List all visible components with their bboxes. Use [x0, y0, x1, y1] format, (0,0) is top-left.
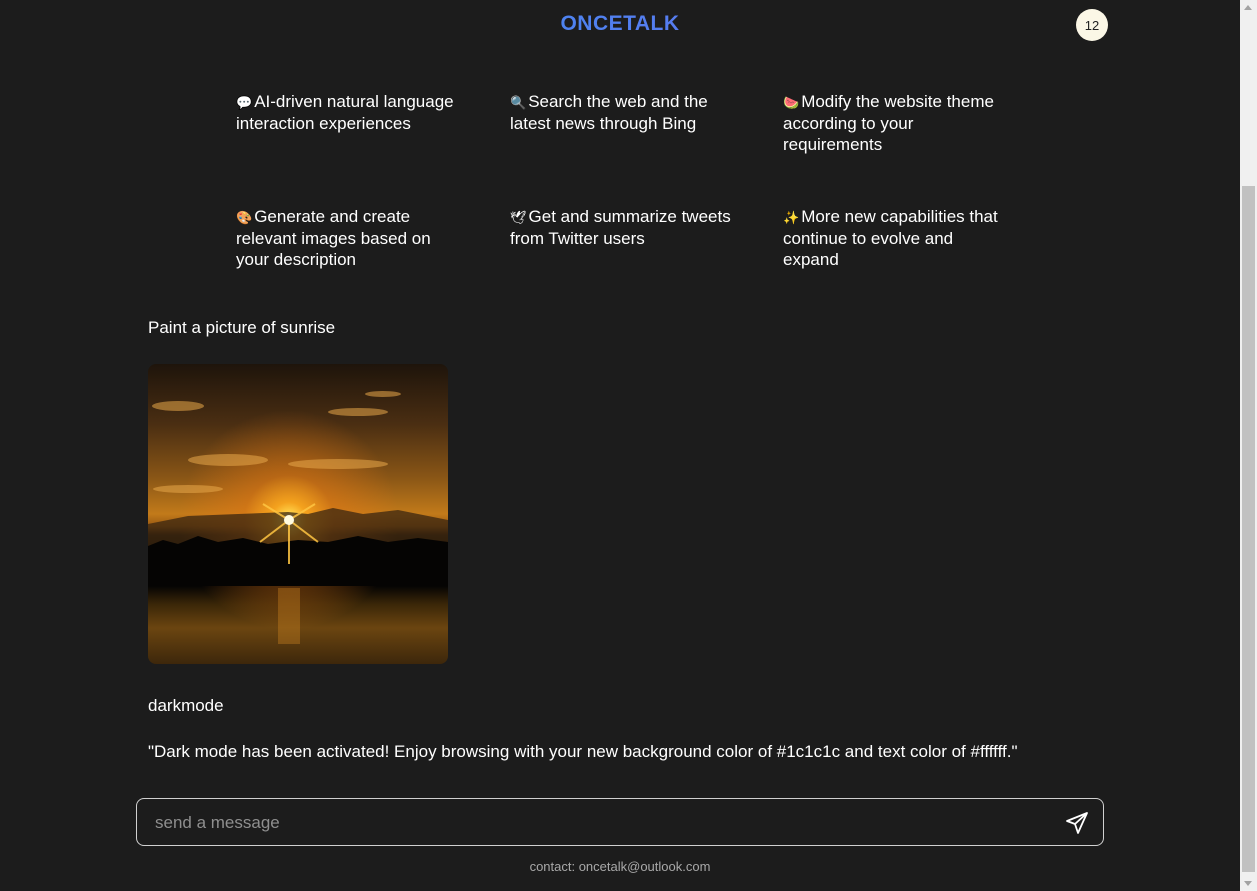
send-button[interactable]: [1063, 809, 1091, 837]
message-composer: [136, 798, 1104, 846]
feature-item-image-generation: [236, 206, 466, 270]
feature-text: AI-driven natural language interaction experiences: [236, 92, 454, 133]
sparkles-icon: ✨: [783, 210, 800, 225]
sunrise-illustration: [148, 364, 448, 664]
scroll-up-arrow-icon[interactable]: [1244, 5, 1252, 10]
feature-text: Get and summarize tweets from Twitter users: [510, 207, 731, 248]
generated-image[interactable]: [148, 364, 448, 664]
feature-text: Search the web and the latest news through Bing: [510, 92, 708, 133]
feature-item-ai-interaction: [236, 91, 466, 134]
speech-bubble-icon: 💬: [236, 95, 253, 110]
feature-item-theme: [783, 91, 1013, 155]
contact-footer: contact: oncetalk@outlook.com: [529, 859, 711, 874]
feature-text: Modify the website theme according to your requirements: [783, 92, 994, 154]
magnifier-icon: 🔍: [510, 95, 527, 110]
app-logo: ONCETALK: [0, 12, 1240, 36]
feature-text: Generate and create relevant images based on your description: [236, 207, 431, 269]
usage-count-badge[interactable]: 12: [1076, 9, 1108, 41]
assistant-message: "Dark mode has been activated! Enjoy browsing with your new background color of #1c1c1c and text color of #ffffff.": [148, 742, 1018, 761]
feature-item-twitter: [510, 206, 740, 249]
watermelon-icon: 🍉: [783, 95, 800, 110]
user-message: darkmode: [148, 696, 224, 715]
palette-icon: 🎨: [236, 210, 253, 225]
feature-text: More new capabilities that continue to evolve and expand: [783, 207, 998, 269]
user-message: Paint a picture of sunrise: [148, 318, 336, 337]
message-input[interactable]: [153, 799, 1037, 847]
feature-item-bing-search: [510, 91, 740, 134]
scrollbar-thumb[interactable]: [1242, 186, 1255, 872]
bird-icon: 🕊: [510, 210, 527, 225]
scroll-down-arrow-icon[interactable]: [1244, 881, 1252, 886]
send-icon: [1065, 811, 1089, 835]
feature-item-more: [783, 206, 1013, 270]
page-scrollbar[interactable]: [1240, 0, 1257, 891]
